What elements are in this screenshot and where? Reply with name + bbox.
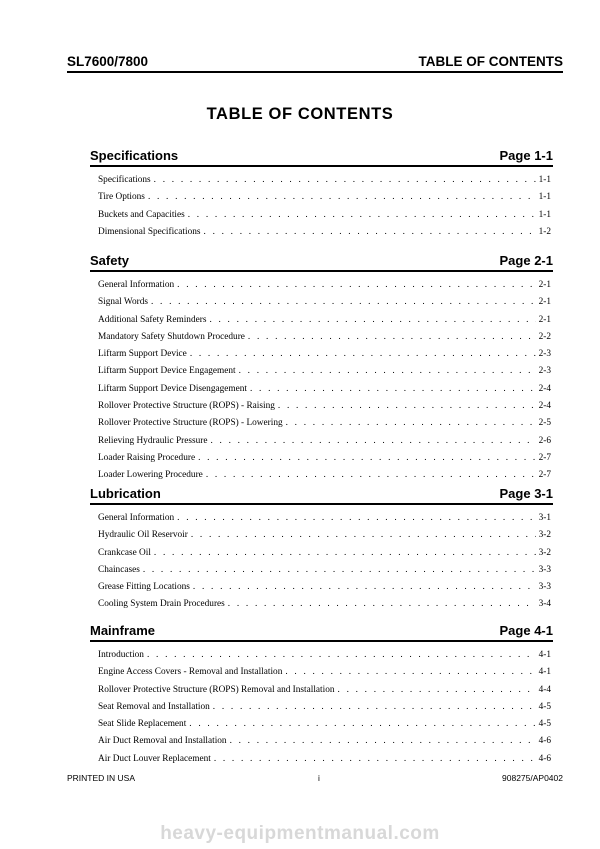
toc-entry <box>90 650 553 667</box>
entry-title: Loader Raising Procedure <box>98 452 196 463</box>
entry-page: 2-4 <box>538 383 551 394</box>
page-footer <box>67 773 563 787</box>
toc-entry <box>90 667 553 684</box>
entry-page: 2-4 <box>538 401 551 412</box>
watermark: heavy-equipmentmanual.com <box>160 823 440 844</box>
dot-leader <box>177 280 535 290</box>
dot-leader <box>154 548 536 558</box>
section-page: Page 3-1 <box>499 486 553 501</box>
dot-leader <box>230 736 536 746</box>
entry-page: 4-1 <box>538 667 551 678</box>
entry-title: Liftarm Support Device Engagement <box>98 366 236 377</box>
dot-leader <box>278 401 536 411</box>
entry-list <box>90 513 553 617</box>
entry-page: 4-4 <box>538 684 551 695</box>
entry-title: Additional Safety Reminders <box>98 314 207 325</box>
toc-entry <box>90 280 553 297</box>
toc-section <box>90 250 553 488</box>
entry-page: 1-2 <box>538 226 551 237</box>
entry-title: Tire Options <box>98 192 145 203</box>
toc-entry <box>90 565 553 582</box>
entry-title: Engine Access Covers - Removal and Installation <box>98 667 283 678</box>
entry-title: Rollover Protective Structure (ROPS) - Lowering <box>98 418 283 429</box>
toc-section <box>90 620 553 771</box>
section-name: Specifications <box>90 148 179 163</box>
entry-title: Mandatory Safety Shutdown Procedure <box>98 331 245 342</box>
entry-title: Air Duct Louver Replacement <box>98 753 211 764</box>
section-page: Page 1-1 <box>499 148 553 163</box>
section-name: Safety <box>90 253 130 268</box>
dot-leader <box>248 332 536 342</box>
entry-page: 2-7 <box>538 470 551 481</box>
entry-title: Liftarm Support Device <box>98 349 187 360</box>
entry-page: 1-1 <box>538 175 551 185</box>
entry-title: General Information <box>98 280 175 290</box>
entry-title: Buckets and Capacities <box>98 209 185 220</box>
document-number: 908275/AP0402 <box>502 773 563 783</box>
toc-entry <box>90 332 553 349</box>
dot-leader <box>213 702 536 712</box>
section-heading <box>90 145 553 167</box>
entry-page: 2-5 <box>538 418 551 429</box>
entry-title: Dimensional Specifications <box>98 226 201 237</box>
dot-leader <box>189 719 535 729</box>
dot-leader <box>143 565 536 575</box>
toc-entry <box>90 754 553 771</box>
entry-page: 3-2 <box>538 547 551 558</box>
section-heading <box>90 620 553 642</box>
entry-page: 4-6 <box>538 736 551 747</box>
section-page: Page 2-1 <box>499 253 553 268</box>
toc-entry <box>90 366 553 383</box>
dot-leader <box>209 315 535 325</box>
entry-page: 2-3 <box>538 349 551 360</box>
dot-leader <box>239 366 536 376</box>
entry-title: Loader Lowering Procedure <box>98 470 203 481</box>
entry-page: 1-1 <box>538 192 551 203</box>
toc-section <box>90 145 553 244</box>
entry-page: 2-3 <box>538 366 551 377</box>
entry-title: Relieving Hydraulic Pressure <box>98 435 208 446</box>
toc-entry <box>90 599 553 616</box>
section-name: Lubrication <box>90 486 161 501</box>
entry-page: 2-1 <box>538 314 551 325</box>
section-heading <box>90 483 553 505</box>
entry-page: 3-2 <box>538 530 551 541</box>
toc-entry <box>90 685 553 702</box>
entry-list <box>90 175 553 244</box>
dot-leader <box>228 599 536 609</box>
section-page: Page 4-1 <box>499 623 553 638</box>
section-heading <box>90 250 553 272</box>
entry-title: Chaincases <box>98 564 140 575</box>
entry-title: Rollover Protective Structure (ROPS) Removal and Installation <box>98 684 335 695</box>
dot-leader <box>210 436 535 446</box>
dot-leader <box>204 227 536 237</box>
toc-entry <box>90 315 553 332</box>
entry-title: Specifications <box>98 175 151 185</box>
dot-leader <box>177 513 535 523</box>
entry-page: 1-1 <box>538 209 551 220</box>
dot-leader <box>285 667 535 677</box>
dot-leader <box>214 754 536 764</box>
entry-page: 4-1 <box>538 650 551 660</box>
entry-title: Cooling System Drain Procedures <box>98 599 225 610</box>
dot-leader <box>198 453 536 463</box>
entry-title: Crankcase Oil <box>98 547 151 558</box>
entry-title: Seat Removal and Installation <box>98 701 210 712</box>
section-name: Mainframe <box>90 623 156 638</box>
entry-title: Seat Slide Replacement <box>98 719 187 730</box>
toc-entry <box>90 384 553 401</box>
page-number: i <box>318 773 320 783</box>
entry-list <box>90 650 553 771</box>
toc-entry <box>90 582 553 599</box>
dot-leader <box>250 384 536 394</box>
page-title: TABLE OF CONTENTS <box>206 105 394 123</box>
toc-entry <box>90 175 553 192</box>
entry-title: Hydraulic Oil Reservoir <box>98 530 188 541</box>
entry-page: 3-1 <box>538 513 551 523</box>
entry-title: General Information <box>98 513 175 523</box>
toc-entry <box>90 548 553 565</box>
entry-title: Rollover Protective Structure (ROPS) - Raising <box>98 401 275 412</box>
entry-page: 4-5 <box>538 719 551 730</box>
dot-leader <box>154 175 536 185</box>
toc-entry <box>90 349 553 366</box>
dot-leader <box>188 210 536 220</box>
toc-section <box>90 483 553 617</box>
entry-page: 2-7 <box>538 452 551 463</box>
entry-page: 3-3 <box>538 582 551 593</box>
model-number: SL7600/7800 <box>67 54 149 69</box>
entry-page: 3-3 <box>538 564 551 575</box>
toc-entry <box>90 719 553 736</box>
entry-title: Air Duct Removal and Installation <box>98 736 227 747</box>
entry-page: 4-6 <box>538 753 551 764</box>
toc-entry <box>90 192 553 209</box>
toc-entry <box>90 513 553 530</box>
toc-entry <box>90 736 553 753</box>
dot-leader <box>338 685 536 695</box>
dot-leader <box>190 349 536 359</box>
entry-title: Signal Words <box>98 297 148 308</box>
entry-page: 2-2 <box>538 331 551 342</box>
entry-page: 4-5 <box>538 701 551 712</box>
entry-title: Liftarm Support Device Disengagement <box>98 383 247 394</box>
toc-entry <box>90 702 553 719</box>
toc-entry <box>90 227 553 244</box>
entry-page: 3-4 <box>538 599 551 610</box>
entry-page: 2-1 <box>538 297 551 308</box>
entry-page: 2-6 <box>538 435 551 446</box>
dot-leader <box>151 297 536 307</box>
toc-entry <box>90 453 553 470</box>
toc-entry <box>90 210 553 227</box>
entry-page: 2-1 <box>538 280 551 290</box>
dot-leader <box>286 418 536 428</box>
toc-entry <box>90 401 553 418</box>
dot-leader <box>193 582 536 592</box>
header-title: TABLE OF CONTENTS <box>418 54 563 69</box>
dot-leader <box>147 650 536 660</box>
dot-leader <box>148 192 536 202</box>
printed-in: PRINTED IN USA <box>67 773 136 783</box>
toc-entry <box>90 530 553 547</box>
entry-title: Introduction <box>98 650 144 660</box>
toc-entry <box>90 297 553 314</box>
entry-title: Grease Fitting Locations <box>98 582 190 593</box>
dot-leader <box>191 530 536 540</box>
toc-entry <box>90 436 553 453</box>
page-header <box>67 52 563 73</box>
toc-entry <box>90 418 553 435</box>
entry-list <box>90 280 553 488</box>
dot-leader <box>206 470 536 480</box>
